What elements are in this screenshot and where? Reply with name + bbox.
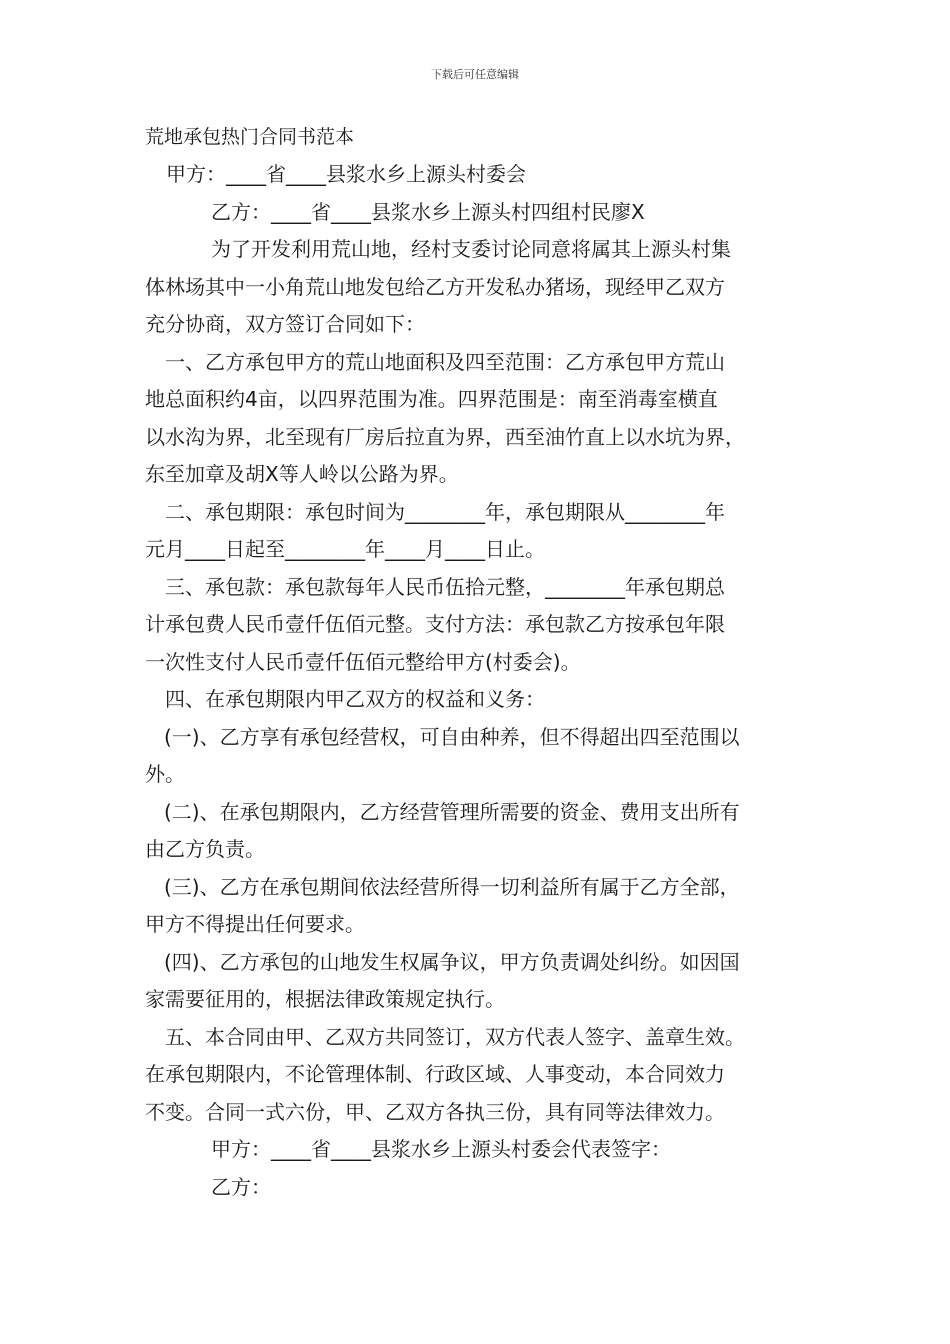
clause-3-line: 一次性支付人民币壹仟伍佰元整给甲方(村委会)。 [145,649,581,674]
party-a-line: 甲方：____省____县浆水乡上源头村委会 [166,162,526,186]
clause-4-4-line: 家需要征用的，根据法律政策规定执行。 [145,987,505,1011]
clause-4-line: 四、在承包期限内甲乙双方的权益和义务： [165,687,545,711]
clause-2-line: 二、承包期限：承包时间为________年，承包期限从________年 [165,499,725,524]
clause-3-line: 计承包费人民币壹仟伍佰元整。支付方法：承包款乙方按承包年限 [145,612,725,636]
clause-1-line: 东至加章及胡X等人岭以公路为界。 [145,462,459,486]
signature-party-a: 甲方：____省____县浆水乡上源头村委会代表签字： [211,1137,671,1161]
document-body [145,122,835,1206]
preamble-line: 体林场其中一小角荒山地发包给乙方开发私办猪场，现经甲乙双方 [145,274,725,299]
clause-2-line: 元月____日起至________年____月____日止。 [145,537,545,561]
preamble-line: 为了开发利用荒山地，经村支委讨论同意将属其上源头村集 [211,237,731,261]
clause-4-4-line: (四)、乙方承包的山地发生权属争议，甲方负责调处纠纷。如因国 [164,949,740,974]
document-title: 荒地承包热门合同书范本 [145,126,355,148]
party-b-line: 乙方：____省____县浆水乡上源头村四组村民廖X [211,199,645,224]
clause-1-line: 地总面积约4亩，以四界范围为准。四界范围是：南至消毒室横直 [145,387,718,411]
clause-4-3-line: 甲方不得提出任何要求。 [145,912,365,936]
clause-1-line: 以水沟为界，北至现有厂房后拉直为界，西至油竹直上以水坑为界， [145,424,745,449]
clause-5-line: 在承包期限内，不论管理体制、行政区域、人事变动，本合同效力 [145,1062,725,1086]
clause-5-line: 不变。合同一式六份，甲、乙双方各执三份，具有同等法律效力。 [145,1099,725,1124]
clause-1-line: 一、乙方承包甲方的荒山地面积及四至范围：乙方承包甲方荒山 [165,349,725,374]
clause-5-line: 五、本合同由甲、乙双方共同签订，双方代表人签字、盖章生效。 [165,1024,745,1049]
page-header-note: 下载后可任意编辑 [431,68,519,81]
clause-3-line: 三、承包款：承包款每年人民币伍拾元整，________年承包期总 [165,574,725,599]
preamble-line: 充分协商，双方签订合同如下： [145,312,425,336]
signature-party-b: 乙方： [211,1174,271,1199]
clause-4-2-line: (二)、在承包期限内，乙方经营管理所需要的资金、费用支出所有 [164,799,740,824]
clause-4-2-line: 由乙方负责。 [145,837,265,861]
clause-4-1-line: (一)、乙方享有承包经营权，可自由种养，但不得超出四至范围以 [164,724,740,749]
clause-4-3-line: (三)、乙方在承包期间依法经营所得一切利益所有属于乙方全部， [164,874,740,899]
clause-4-1-line: 外。 [145,762,185,786]
